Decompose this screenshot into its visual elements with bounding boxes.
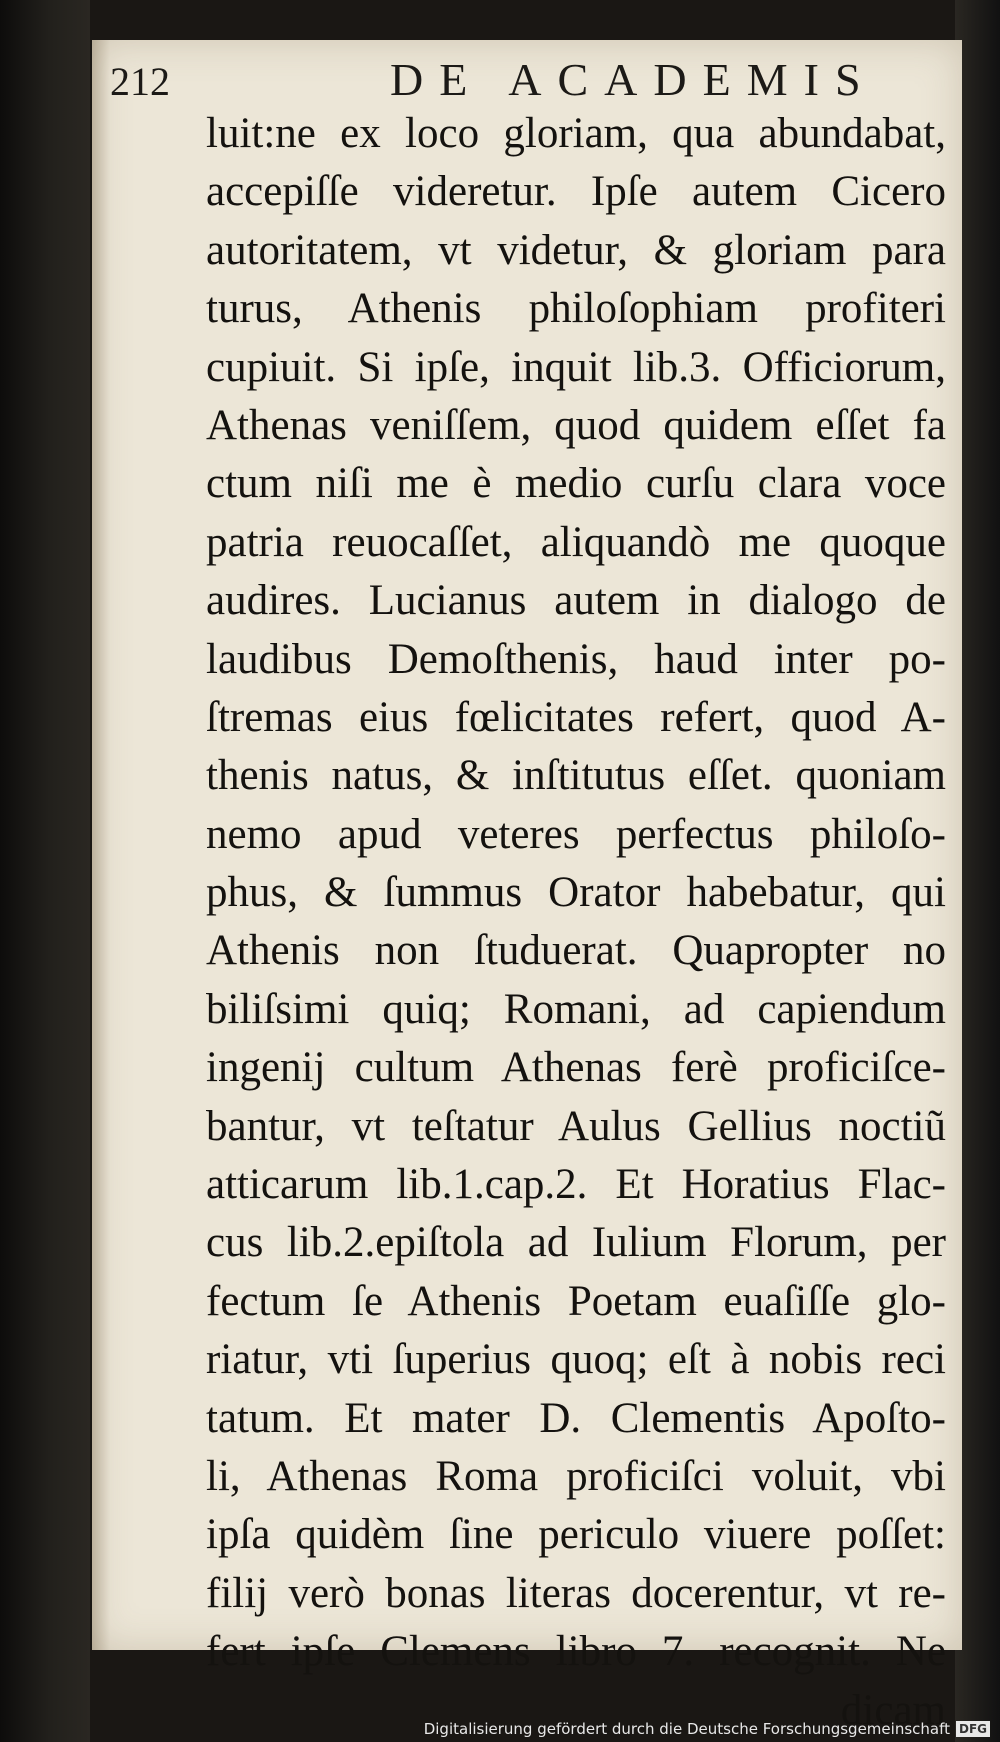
text-line: bantur, vt teſtatur Aulus Gellius noctiũ (206, 1102, 946, 1150)
text-line: Athenas veniſſem, quod quidem eſſet fa (206, 401, 946, 449)
dfg-logo: DFG (956, 1721, 990, 1737)
text-line: tatum. Et mater D. Clementis Apoſto- (206, 1394, 946, 1442)
text-line: fectum ſe Athenis Poetam euaſiſſe glo- (206, 1277, 946, 1325)
text-line: ctum niſi me è medio curſu clara voce (206, 460, 946, 508)
text-line: li, Athenas Roma proficiſci voluit, vbi (206, 1452, 946, 1500)
text-line: accepiſſe videretur. Ipſe autem Cicero (206, 168, 946, 216)
running-head: DE ACADEMIS (390, 54, 877, 105)
text-line: laudibus Demoſthenis, haud inter po- (206, 635, 946, 683)
text-line: audires. Lucianus autem in dialogo de (206, 577, 946, 625)
text-line: ſtremas eius fœlicitates refert, quod A- (206, 693, 946, 741)
text-line: ipſa quidèm ſine periculo viuere poſſet: (206, 1511, 946, 1559)
page-number: 212 (110, 59, 170, 104)
catchword: dicam (840, 1686, 946, 1734)
text-line: turus, Athenis philoſophiam profiteri (206, 285, 946, 333)
text-line: thenis natus, & inſtitutus eſſet. quoniam (206, 752, 946, 800)
text-line: phus, & ſummus Orator habebatur, qui (206, 869, 946, 917)
text-line: ingenij cultum Athenas ferè proficiſce- (206, 1044, 946, 1092)
text-line: nemo apud veteres perfectus philoſo- (206, 810, 946, 858)
text-line: autoritatem, vt videtur, & gloriam para (206, 226, 946, 274)
digitization-footer (424, 1720, 990, 1738)
text-line: fert ipſe Clemens libro 7. recognit. Ne (206, 1628, 946, 1676)
text-line: atticarum lib.1.cap.2. Et Horatius Flac- (206, 1161, 946, 1209)
text-block (206, 105, 946, 1740)
text-line: Athenis non ſtuduerat. Quapropter no (206, 927, 946, 975)
text-line: riatur, vti ſuperius quoq; eſt à nobis reci (206, 1336, 946, 1384)
text-line: filij verò bonas literas docerentur, vt re- (206, 1569, 946, 1617)
text-line: luit:ne ex loco gloriam, qua abundabat, (206, 110, 946, 157)
footer-credit: Digitalisierung gefördert durch die Deutsche Forschungsgemeinschaft (423, 1720, 950, 1738)
binding-board-left (0, 0, 90, 1742)
text-line: cupiuit. Si ipſe, inquit lib.3. Officiorum, (206, 343, 946, 391)
text-line: cus lib.2.epiſtola ad Iulium Florum, per (206, 1219, 946, 1267)
text-line: biliſsimi quiq; Romani, ad capiendum (206, 985, 946, 1033)
text-line: patria reuocaſſet, aliquandò me quoque (206, 518, 946, 566)
